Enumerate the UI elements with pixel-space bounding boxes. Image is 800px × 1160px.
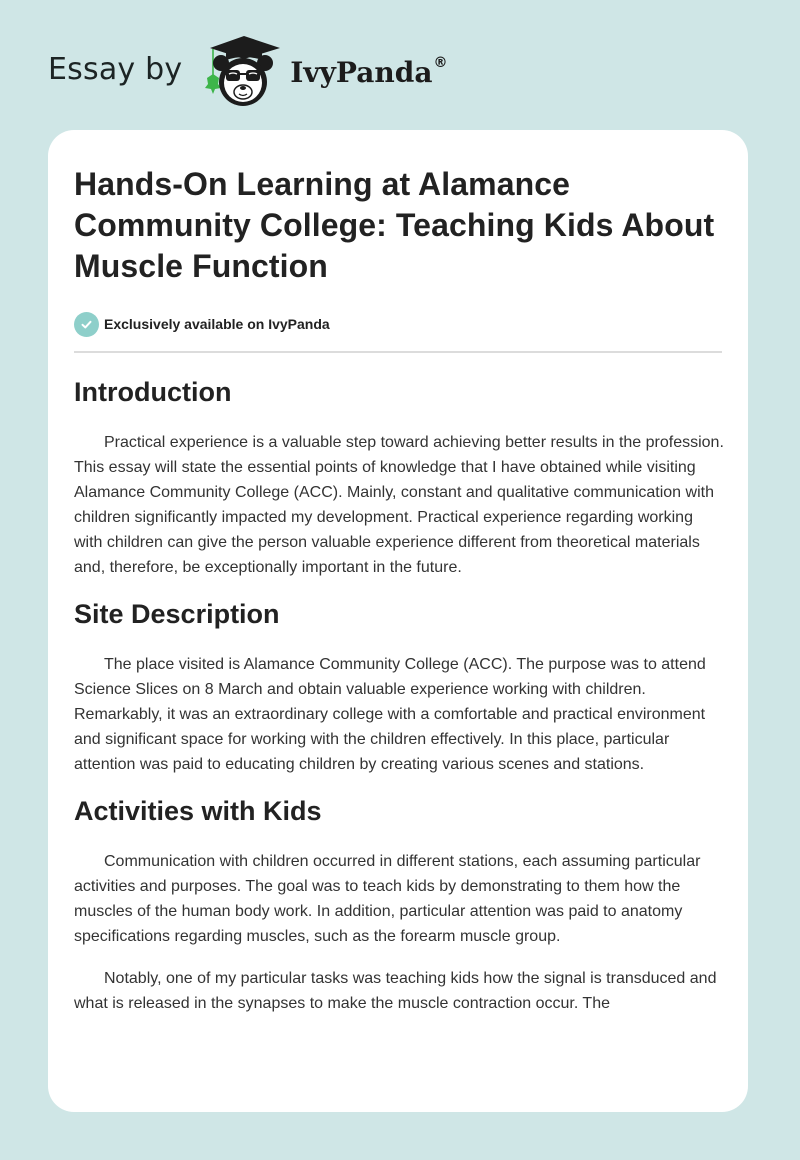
- title-divider: [74, 351, 722, 353]
- paragraph-activities-1: Communication with children occurred in different stations, each assuming particular activities and purposes. The goal was to teach kids by demonstrating to them how the muscles of the human body work. In addition, particular attention was paid to anatomy specifications regarding muscles, such as the forearm muscle group.: [74, 853, 701, 945]
- paragraph-site-description: The place visited is Alamance Community College (ACC). The purpose was to attend Science Slices on 8 March and obtain valuable experience working with children. Remarkably, it was an extraordinary college with a comfortable and practical environment and significant space for working with the children effectively. In this place, particular attention was paid to educating children by creating various scenes and stations.: [74, 656, 706, 773]
- brand-name[interactable]: [290, 56, 447, 89]
- paragraph-introduction: Practical experience is a valuable step toward achieving better results in the profession. This essay will state the essential points of knowledge that I have obtained while visiting Alamance Community College (ACC). Mainly, constant and qualitative communication with children significantly impacted my development. Practical experience regarding working with children can give the person valuable experience different from theoretical materials and, therefore, be exceptionally important in the future.: [74, 434, 724, 576]
- site-header: [48, 34, 447, 110]
- brand-name-text: IvyPanda: [290, 55, 433, 89]
- exclusive-label: Exclusively available on IvyPanda: [104, 316, 330, 332]
- paragraph-activities-2: Notably, one of my particular tasks was teaching kids how the signal is transduced and what is released in the synapses to make the muscle contraction occur. The: [74, 970, 717, 1012]
- exclusive-badge: [74, 311, 722, 337]
- registered-mark: ®: [433, 55, 448, 72]
- panda-graduate-logo-icon[interactable]: [200, 34, 286, 110]
- essay-card: [48, 130, 748, 1112]
- section-heading-introduction: Introduction: [74, 377, 232, 407]
- section-heading-site-description: Site Description: [74, 599, 280, 629]
- check-circle-icon: [74, 312, 99, 337]
- essay-title: Hands-On Learning at Alamance Community College: Teaching Kids About Muscle Function: [74, 166, 715, 284]
- essay-by-label: Essay by: [48, 51, 183, 87]
- section-heading-activities: Activities with Kids: [74, 796, 322, 826]
